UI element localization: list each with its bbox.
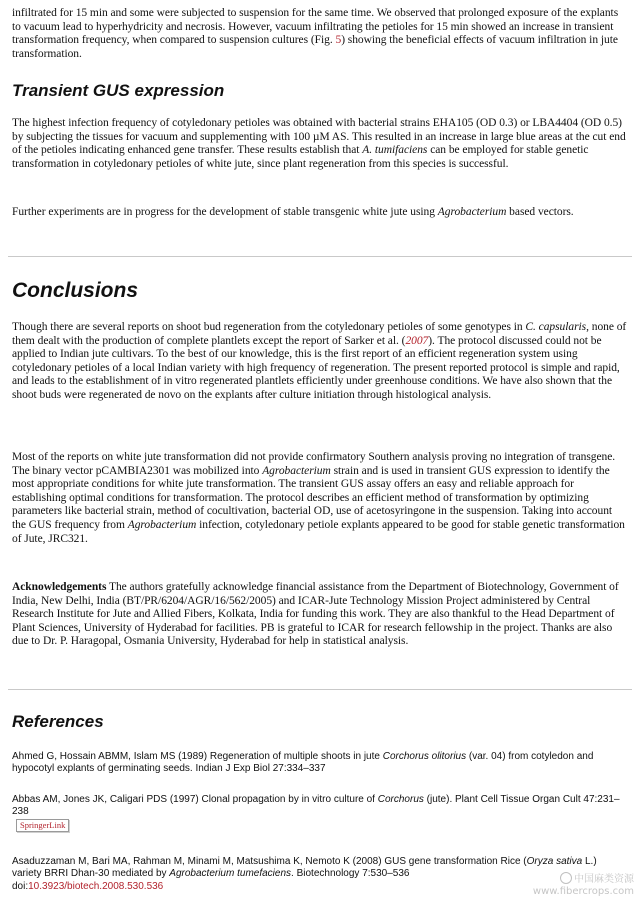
- reference-text-end: . Biotechnology 7:530–536: [291, 868, 410, 880]
- gus-text-end: can be employed for stable genetic transformation in cotyledonary petioles of white jute, since plant regeneration from this species is successful.: [12, 144, 589, 170]
- section-divider: [8, 689, 632, 690]
- doi-label: doi:: [12, 880, 29, 892]
- gus-p2-text-end: based vectors.: [506, 206, 574, 218]
- intro-text-end: ) showing the beneficial effects of vacuum infiltration in jute transformation.: [12, 34, 618, 60]
- acknowledgements-paragraph: [12, 581, 628, 649]
- gus-text: The highest infection frequency of cotyledonary petioles was obtained with bacterial strains EHA105 (OD 0.3) or LBA4404 (OD 0.5) by subjecting the tissues for vacuum and supplementing with 100 µM AS. This resulted in an increase in large blue areas at the cut end of the petioles indicating enhanced gene transfer. These results establish that: [12, 117, 626, 157]
- reference-text: Ahmed G, Hossain ABMM, Islam MS (1989) Regeneration of multiple shoots in jute: [12, 751, 383, 762]
- intro-text: infiltrated for 15 min and some were subjected to suspension for the same time. We observed that prolonged exposure of the explants to vacuum lead to hyperhydricity and necrosis. However, vacuum infiltrating the petioles for 15 min showed an increase in transient transformation frequency, when compared to suspension cultures (Fig.: [12, 7, 619, 47]
- conclusions-heading: Conclusions: [12, 279, 139, 302]
- reference-species: Agrobacterium tumefaciens: [169, 868, 292, 880]
- references-heading: References: [12, 712, 104, 731]
- transient-gus-heading: Transient GUS expression: [12, 81, 225, 100]
- reference-text-end: (var. 04) from cotyledon and hypocotyl explants of germinating seeds. Indian J Exp Biol 27:334–337: [12, 751, 594, 775]
- gus-p2-text: Further experiments are in progress for the development of stable transgenic white jute using: [12, 206, 438, 218]
- figure-link[interactable]: 5: [335, 34, 342, 47]
- genus-name: Agrobacterium: [437, 206, 507, 218]
- watermark-url: www.fibercrops.com: [532, 886, 634, 897]
- conclusions-paragraph-2: [12, 451, 628, 546]
- conclusions-paragraph-1: [12, 321, 628, 403]
- intro-paragraph: [12, 7, 628, 61]
- conclusions-text: Though there are several reports on shoot bud regeneration from the cotyledonary petioles of some genotypes in: [12, 321, 526, 333]
- watermark-title: 中国麻类资源: [574, 874, 634, 885]
- section-divider: [8, 256, 632, 257]
- reference-species: Corchorus: [377, 794, 424, 805]
- genus-name: Agrobacterium: [127, 518, 197, 531]
- acknowledgements-text: The authors gratefully acknowledge financial assistance from the Department of Biotechnology, Government of India, New Delhi, India (BT/PR/6204/AGR/16/562/2005) and ICAR-Jute Technology Mission Project administered by Central Research Institute for Jute and Allied Fibers, Kolkata, India for funding this work. They are also thankful to the Head Department of Plant Sciences, University of Hyderabad for facilities. PB is grateful to ICAR for research fellowship in the project. Thanks are also due to Dr. P. Haragopal, Osmania University, Hyderabad for help in statistical analysis.: [12, 581, 619, 648]
- species-name: A. tumifaciens: [362, 144, 428, 157]
- conclusions-text-end: ). The protocol discussed could not be applied to Indian jute cultivars. To the best of our knowledge, this is the first report of an efficient regeneration system using cotyledonary petioles of a local Indian variety with high frequency of regeneration. The present reported protocol is simple and rapid, and leads to the establishment of in vitro regenerated plantlets efficiently under greenhouse conditions. We have also shown that the shoot buds were regenerated de novo on the explants after culture initiation through histological analysis.: [12, 334, 620, 401]
- transient-gus-paragraph-1: [12, 117, 628, 171]
- reference-species: Oryza sativa: [526, 856, 583, 867]
- species-name: C. capsularis: [525, 321, 587, 333]
- conclusions-text-mid: , none of them dealt with the production of complete plantlets except the report of Sarker et al. (: [12, 321, 627, 347]
- conclusions-p2-text-mid: strain and is used in transient GUS expression to identify the most appropriate conditions for white jute transformation. The transient GUS assay offers an easy and reliable approach for establishing optimal conditions for transformation. The protocol describes an efficient method of transformation by optimizing parameters like bacterial strain, method of cocultivation, bacterial OD, use of acetosyringone in the suspension. Taking into account the GUS frequency from: [12, 464, 613, 531]
- transient-gus-paragraph-2: [12, 206, 628, 220]
- acknowledgements-label: Acknowledgements: [12, 581, 107, 593]
- conclusions-p2-text-end: infection, cotyledonary petiole explants appeared to be good for stable genetic transformation of Jute, JRC321.: [12, 518, 625, 545]
- reference-text: Asaduzzaman M, Bari MA, Rahman M, Minami M, Matsushima K, Nemoto K (2008) GUS gene transformation Rice (: [12, 856, 527, 867]
- reference-text-mid: L.) variety BRRI Dhan-30 mediated by: [12, 856, 597, 880]
- genus-name: Agrobacterium: [262, 464, 331, 477]
- watermark-logo-icon: [560, 872, 572, 884]
- doi-link[interactable]: 10.3923/biotech.2008.530.536: [28, 880, 164, 892]
- springerlink-button[interactable]: SpringerLink: [16, 819, 69, 832]
- reference-text: Abbas AM, Jones JK, Caligari PDS (1997) Clonal propagation by in vitro culture of: [12, 794, 378, 805]
- reference-text-end: (jute). Plant Cell Tissue Organ Cult 47:231–238: [12, 794, 620, 818]
- citation-link[interactable]: 2007: [405, 334, 429, 347]
- reference-item: [12, 794, 628, 819]
- site-watermark: [533, 872, 634, 898]
- reference-species: Corchorus olitorius: [382, 751, 467, 762]
- reference-item: [12, 751, 628, 776]
- conclusions-p2-text: Most of the reports on white jute transformation did not provide confirmatory Southern analysis proving no integration of transgene. The binary vector pCAMBIA2301 was mobilized into: [12, 451, 616, 477]
